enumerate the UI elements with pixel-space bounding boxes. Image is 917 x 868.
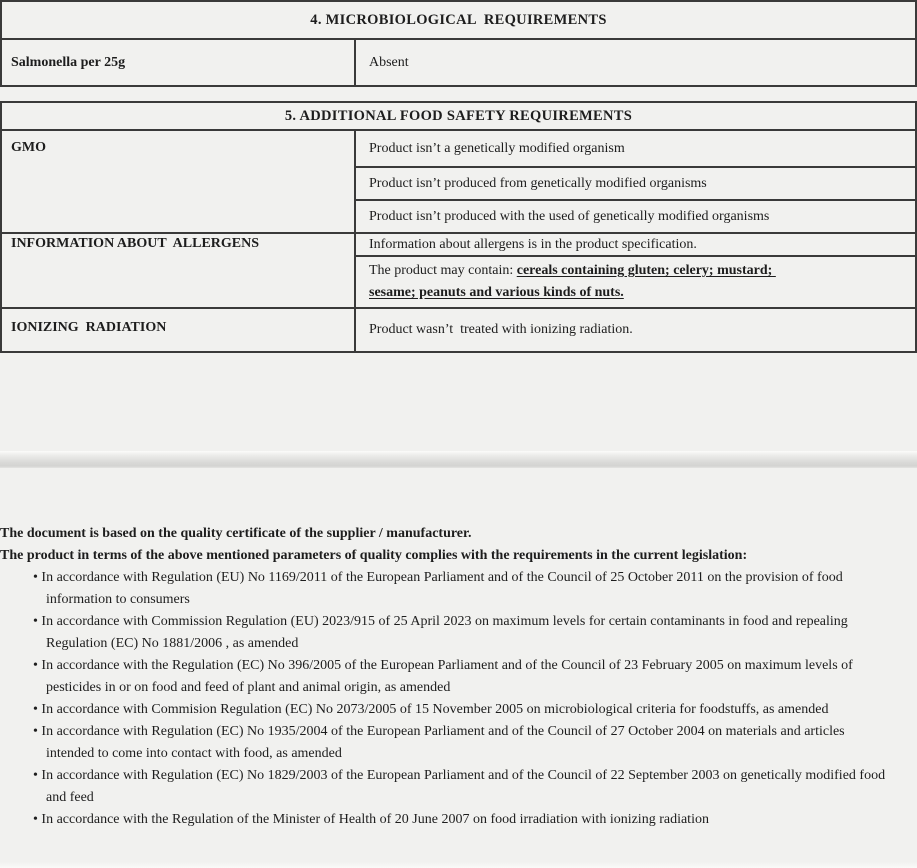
regulation-bullet: • In accordance with the Regulation (EC) No 396/2005 of the European Parliament and of the Council of 23 February 2005 on maximum levels of pesticides in or on food and feed of plant and animal origin, as amended [0,655,890,699]
may-contain-prefix: The product may contain: [369,263,517,278]
allergens-list-line-2: sesame; peanuts and various kinds of nuts. [369,285,624,300]
gmo-statement-1: Product isn’t a genetically modified organism [369,140,625,156]
page-break-band [0,451,917,468]
regulation-bullet: • In accordance with Commision Regulation (EC) No 2073/2005 of 15 November 2005 on microbiological criteria for foodstuffs, as amended [0,699,890,721]
additional-food-safety-table [0,101,917,353]
table-row-gmo [2,131,915,232]
note-compliance: The product in terms of the above mentioned parameters of quality complies with the requirements in the current legislation: [0,548,748,563]
gmo-label: GMO [2,131,356,232]
table-row-salmonella [2,40,915,85]
bottom-page-edge [0,862,917,868]
regulation-bullet: • In accordance with Commission Regulation (EU) 2023/915 of 25 April 2023 on maximum levels for certain contaminants in food and repealing Regulation (EC) No 1881/2006 , as amended [0,611,890,655]
blank-area [0,353,917,451]
table-row-ionizing-radiation [2,307,915,351]
regulation-bullet: • In accordance with the Regulation of the Minister of Health of 20 June 2007 on food irradiation with ionizing radiation [0,809,890,831]
salmonella-value: Absent [369,54,409,70]
salmonella-label: Salmonella per 25g [2,40,356,85]
section-5-title: 5. ADDITIONAL FOOD SAFETY REQUIREMENTS [2,103,915,131]
regulation-bullet: • In accordance with Regulation (EC) No 1829/2003 of the European Parliament and of the Council of 22 September 2003 on genetically modified food and feed [0,765,890,809]
gmo-statement-3: Product isn’t produced with the used of genetically modified organisms [356,199,915,232]
note-document-basis: The document is based on the quality certificate of the supplier / manufacturer. [0,526,472,541]
allergens-list-line-1: cereals containing gluten; celery; mustard; [516,263,776,278]
allergens-spec-note: Information about allergens is in the product specification. [369,236,697,252]
regulation-bullet: • In accordance with Regulation (EC) No 1935/2004 of the European Parliament and of the Council of 27 October 2004 on materials and articles intended to come into contact with food, as amended [0,721,890,765]
gmo-statement-2: Product isn’t produced from genetically modified organisms [356,166,915,199]
allergens-may-contain [356,255,915,307]
section-4-title: 4. MICROBIOLOGICAL REQUIREMENTS [2,2,915,40]
table-row-allergens [2,232,915,307]
regulation-bullet: • In accordance with Regulation (EU) No 1169/2011 of the European Parliament and of the Council of 25 October 2011 on the provision of food information to consumers [0,567,890,611]
ionizing-radiation-label: IONIZING RADIATION [2,309,356,351]
allergens-label: INFORMATION ABOUT ALLERGENS [2,234,356,307]
microbiological-requirements-table [0,0,917,87]
ionizing-radiation-value: Product wasn’t treated with ionizing radiation. [369,322,633,337]
legislation-notes [0,523,917,831]
